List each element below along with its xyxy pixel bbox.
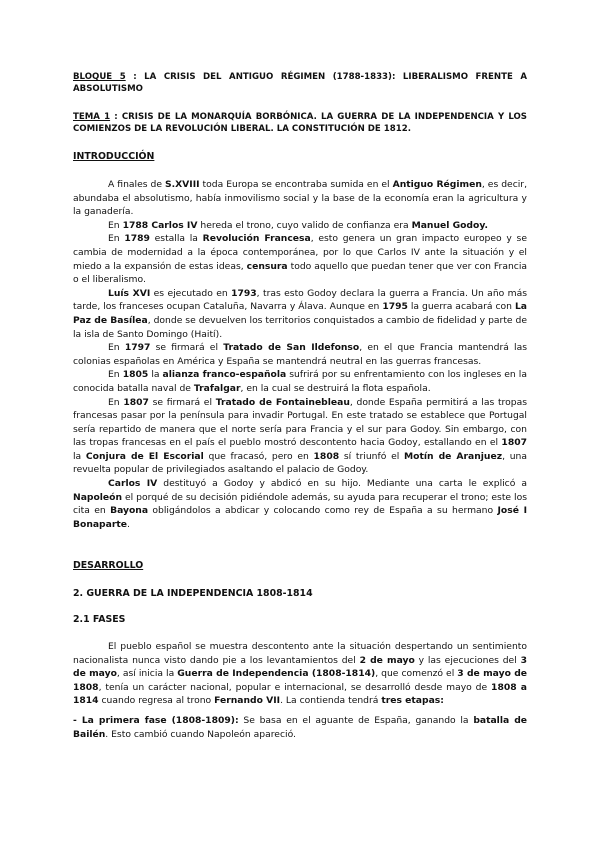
intro-paragraph-5: En 1797 se firmará el Tratado de San Ildefonso, en el que Francia mantendrá las colonias españolas en América y España se mantendrá neutral en las guerras francesas. [73, 342, 528, 367]
intro-heading: INTRODUCCIÓN [73, 151, 155, 162]
primera-fase-paragraph: - La primera fase (1808-1809): Se basa en el aguante de España, ganando la batalla de Bailén. Esto cambió cuando Napoleón apareció. [73, 715, 527, 740]
section-2-1-heading: 2.1 FASES [73, 614, 126, 625]
desarrollo-heading: DESARROLLO [73, 560, 144, 571]
bloque-title: : LA CRISIS DEL ANTIGUO RÉGIMEN (1788-1833): LIBERALISMO FRENTE A ABSOLUTISMO [73, 72, 527, 94]
tema-heading [73, 111, 527, 135]
tema-label: TEMA 1 [73, 112, 111, 122]
block-heading [73, 71, 527, 95]
intro-paragraph-7: En 1807 se firmará el Tratado de Fontainebleau, donde España permitirá a las tropas francesas pasar por la península para invadir Portugal. En este tratado se establece que Portugal sería repartido de manera que el norte sería para Francia y el sur para Godoy. Sin embargo, con las tropas francesas en el país el pueblo mostró descontento hacia Godoy, estallando en el 1807 la Conjura de El Escorial que fracasó, pero en 1808 sí triunfó el Motín de Aranjuez, una revuelta popular de privilegiados asaltando el palacio de Godoy. [73, 396, 527, 476]
intro-paragraph-2: En 1788 Carlos IV hereda el trono, cuyo valido de confianza era Manuel Godoy. [108, 219, 488, 231]
section-2-heading: 2. GUERRA DE LA INDEPENDENCIA 1808-1814 [73, 588, 313, 599]
intro-paragraph-4: Luís XVI es ejecutado en 1793, tras esto Godoy declara la guerra a Francia. Un año más tarde, los franceses ocupan Cataluña, Navarra y Álava. Aunque en 1795 la guerra acabará con La Paz de Basílea, donde se devuelven los territorios conquistados a cambio de fidelidad y parte de la isla de Santo Domingo (Haití). [73, 287, 528, 340]
bloque-label: BLOQUE 5 [73, 72, 126, 82]
intro-paragraph-8: Carlos IV destituyó a Godoy y abdicó en su hijo. Mediante una carta le explicó a Napoleón el porqué de su decisión pidiéndole además, su ayuda para recuperar el trono; este los cita en Bayona obligándolos a abdicar y colocando como rey de España a su hermano José I Bonaparte. [73, 478, 527, 530]
intro-paragraph-3: En 1789 estalla la Revolución Francesa, esto genera un gran impacto europeo y se cambia de modernidad a la época contemporánea, por lo que Carlos IV ante la situación y el miedo a la expansión de estas ideas, censura todo aquello que puedan tener que ver con Francia o el liberalismo. [73, 233, 528, 286]
fases-section [73, 640, 527, 708]
intro-paragraph-1: A finales de S.XVIII toda Europa se encontraba sumida en el Antiguo Régimen, es decir, abundaba el absolutismo, había inmovilismo social y la base de la economía eran la agricultura y la ganadería. [73, 179, 528, 218]
fases-paragraph: El pueblo español se muestra descontento ante la situación despertando un sentimiento nacionalista nunca visto dando pie a los levantamientos del 2 de mayo y las ejecuciones del 3 de mayo, así inicia la Guerra de Independencia (1808-1814), que comenzó el 3 de mayo de 1808, tenía un carácter nacional, popular e internacional, se desarrolló desde mayo de 1808 a 1814 cuando regresa al trono Fernando VII. La contienda tendrá tres etapas: [73, 641, 527, 707]
primera-fase [73, 714, 527, 741]
intro-section [73, 178, 527, 531]
intro-paragraph-6: En 1805 la alianza franco-española sufrirá por su enfrentamiento con los ingleses en la conocida batalla naval de Trafalgar, en la cual se destruirá la flota española. [73, 369, 527, 394]
tema-title: : CRISIS DE LA MONARQUÍA BORBÓNICA. LA GUERRA DE LA INDEPENDENCIA Y LOS COMIENZOS DE LA REVOLUCIÓN LIBERAL. LA CONSTITUCIÓN DE 1812. [73, 112, 527, 134]
